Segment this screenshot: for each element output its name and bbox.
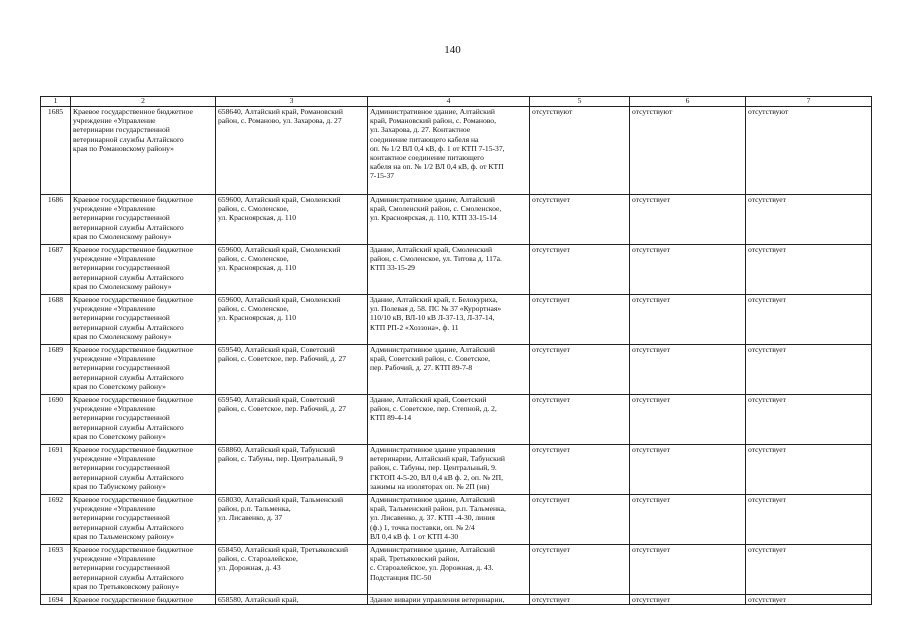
table-row <box>41 195 872 245</box>
row-number: 1693 <box>41 545 71 595</box>
column7-cell: отсутствует <box>746 545 872 595</box>
column7-cell: отсутствует <box>746 395 872 445</box>
column6-cell: отсутствует <box>630 245 746 295</box>
column-header: 3 <box>216 97 368 107</box>
table-row <box>41 107 872 195</box>
location-cell: Здание, Алтайский край, Смоленский район, с. Смоленское, ул. Титова д. 117а. КТП 33-15-29 <box>368 245 530 295</box>
column5-cell: отсутствует <box>530 295 630 345</box>
column6-cell: отсутствует <box>630 595 746 605</box>
row-number: 1689 <box>41 345 71 395</box>
column5-cell: отсутствует <box>530 395 630 445</box>
address-cell: 658030, Алтайский край, Тальменский район, р.п. Тальменка, ул. Лисавенко, д. 37 <box>216 495 368 545</box>
register-table <box>40 96 872 605</box>
column6-cell: отсутствует <box>630 545 746 595</box>
column-header: 7 <box>746 97 872 107</box>
organization-cell: Краевое государственное бюджетное учреждение «Управление ветеринарии государственной ветеринарной службы Алтайского края по Смоленскому району» <box>71 245 216 295</box>
column7-cell: отсутствует <box>746 445 872 495</box>
location-cell: Здание, Алтайский край, Советский район, с. Советское, пер. Степной, д. 2, КТП 89-4-14 <box>368 395 530 445</box>
column6-cell: отсутствует <box>630 195 746 245</box>
column7-cell: отсутствует <box>746 245 872 295</box>
column6-cell: отсутствует <box>630 345 746 395</box>
column5-cell: отсутствует <box>530 495 630 545</box>
location-cell: Здание, Алтайский край, г. Белокуриха, ул. Полевая д. 58. ПС № 37 «Курортная» 110/10 кВ, ВЛ-10 кВ Л-37-13, Л-37-14, КТП РП-2 «Хоззона», ф. 11 <box>368 295 530 345</box>
table-row <box>41 445 872 495</box>
organization-cell: Краевое государственное бюджетное учреждение «Управление ветеринарии государственной ветеринарной службы Алтайского края по Тальменскому району» <box>71 495 216 545</box>
address-cell: 659600, Алтайский край, Смоленский район, с. Смоленское, ул. Красноярская, д. 110 <box>216 245 368 295</box>
organization-cell: Краевое государственное бюджетное учреждение «Управление ветеринарии государственной ветеринарной службы Алтайского края по Третьяковскому району» <box>71 545 216 595</box>
address-cell: 659540, Алтайский край, Советский район, с. Советское, пер. Рабочий, д. 27 <box>216 345 368 395</box>
column7-cell: отсутствует <box>746 345 872 395</box>
column6-cell: отсутствует <box>630 295 746 345</box>
address-cell: 659600, Алтайский край, Смоленский район, с. Смоленское, ул. Красноярская, д. 110 <box>216 195 368 245</box>
location-cell: Здание виварии управления ветеринарии, <box>368 595 530 605</box>
organization-cell: Краевое государственное бюджетное учреждение «Управление ветеринарии государственной ветеринарной службы Алтайского края по Романовскому району» <box>71 107 216 195</box>
organization-cell: Краевое государственное бюджетное учреждение «Управление ветеринарии государственной ветеринарной службы Алтайского края по Советскому району» <box>71 395 216 445</box>
table-row <box>41 495 872 545</box>
row-number: 1692 <box>41 495 71 545</box>
location-cell: Административное здание, Алтайский край, Тальменский район, р.п. Тальменка, ул. Лисавенко, д. 37. КТП -4-30, линия (ф.) 1, точка поставки, оп. № 2/4 ВЛ 0,4 кВ ф. 1 от КТП 4-30 <box>368 495 530 545</box>
location-cell: Административное здание управления ветеринарии, Алтайский край, Табунский район, с. Табуны, пер. Центральный, 9. ГКТОП 4-5-20, ВЛ 0,4 кВ ф. 2, оп. № 2П, зажимы на изоляторах оп. № 2П (нв) <box>368 445 530 495</box>
column-header: 2 <box>71 97 216 107</box>
organization-cell: Краевое государственное бюджетное <box>71 595 216 605</box>
column6-cell: отсутствует <box>630 445 746 495</box>
column-header: 4 <box>368 97 530 107</box>
column7-cell: отсутствуют <box>746 107 872 195</box>
column6-cell: отсутствуют <box>630 107 746 195</box>
organization-cell: Краевое государственное бюджетное учреждение «Управление ветеринарии государственной ветеринарной службы Алтайского края по Табунскому району» <box>71 445 216 495</box>
table-row <box>41 595 872 605</box>
column7-cell: отсутствует <box>746 295 872 345</box>
column7-cell: отсутствует <box>746 495 872 545</box>
column7-cell: отсутствует <box>746 595 872 605</box>
row-number: 1691 <box>41 445 71 495</box>
table-row <box>41 345 872 395</box>
organization-cell: Краевое государственное бюджетное учреждение «Управление ветеринарии государственной ветеринарной службы Алтайского края по Смоленскому району» <box>71 195 216 245</box>
column5-cell: отсутствует <box>530 245 630 295</box>
location-cell: Административное здание, Алтайский край, Смоленский район, с. Смоленское, ул. Красноярская, д. 110, КТП 33-15-14 <box>368 195 530 245</box>
address-cell: 659600, Алтайский край, Смоленский район, с. Смоленское, ул. Красноярская, д. 110 <box>216 295 368 345</box>
row-number: 1690 <box>41 395 71 445</box>
column5-cell: отсутствует <box>530 195 630 245</box>
column5-cell: отсутствует <box>530 595 630 605</box>
column-header: 5 <box>530 97 630 107</box>
address-cell: 658450, Алтайский край, Третьяковский район, с. Староалейское, ул. Дорожная, д. 43 <box>216 545 368 595</box>
column5-cell: отсутствуют <box>530 107 630 195</box>
column-header: 6 <box>630 97 746 107</box>
column6-cell: отсутствует <box>630 495 746 545</box>
address-cell: 658640, Алтайский край, Романовский район, с. Романово, ул. Захарова, д. 27 <box>216 107 368 195</box>
row-number: 1688 <box>41 295 71 345</box>
address-cell: 659540, Алтайский край, Советский район, с. Советское, пер. Рабочий, д. 27 <box>216 395 368 445</box>
row-number: 1687 <box>41 245 71 295</box>
location-cell: Административное здание, Алтайский край, Советский район, с. Советское, пер. Рабочий, д. 27. КТП 89-7-8 <box>368 345 530 395</box>
address-cell: 658860, Алтайский край, Табунский район, с. Табуны, пер. Центральный, 9 <box>216 445 368 495</box>
header-row <box>41 97 872 107</box>
table-row <box>41 245 872 295</box>
table-row <box>41 295 872 345</box>
address-cell: 658580, Алтайский край, <box>216 595 368 605</box>
row-number: 1685 <box>41 107 71 195</box>
location-cell: Административное здание, Алтайский край, Романовский район, с. Романово, ул. Захарова, д. 27. Контактное соединение питающего кабеля на оп. № 1/2 ВЛ 0,4 кВ, ф. 1 от КТП 7-15-37, контактное соединение питающего кабеля на оп. № 1/2 ВЛ 0,4 кВ, ф. от КТП 7-15-37 <box>368 107 530 195</box>
location-cell: Административное здание, Алтайский край, Третьяковский район, с. Староалейское, ул. Дорожная, д. 43. Подстанция ПС-50 <box>368 545 530 595</box>
column6-cell: отсутствует <box>630 395 746 445</box>
table-row <box>41 545 872 595</box>
column-header: 1 <box>41 97 71 107</box>
page-number: 140 <box>444 44 461 56</box>
row-number: 1694 <box>41 595 71 605</box>
column7-cell: отсутствует <box>746 195 872 245</box>
column5-cell: отсутствует <box>530 545 630 595</box>
organization-cell: Краевое государственное бюджетное учреждение «Управление ветеринарии государственной ветеринарной службы Алтайского края по Смоленскому району» <box>71 295 216 345</box>
row-number: 1686 <box>41 195 71 245</box>
organization-cell: Краевое государственное бюджетное учреждение «Управление ветеринарии государственной ветеринарной службы Алтайского края по Советскому району» <box>71 345 216 395</box>
column5-cell: отсутствует <box>530 445 630 495</box>
table-row <box>41 395 872 445</box>
column5-cell: отсутствует <box>530 345 630 395</box>
